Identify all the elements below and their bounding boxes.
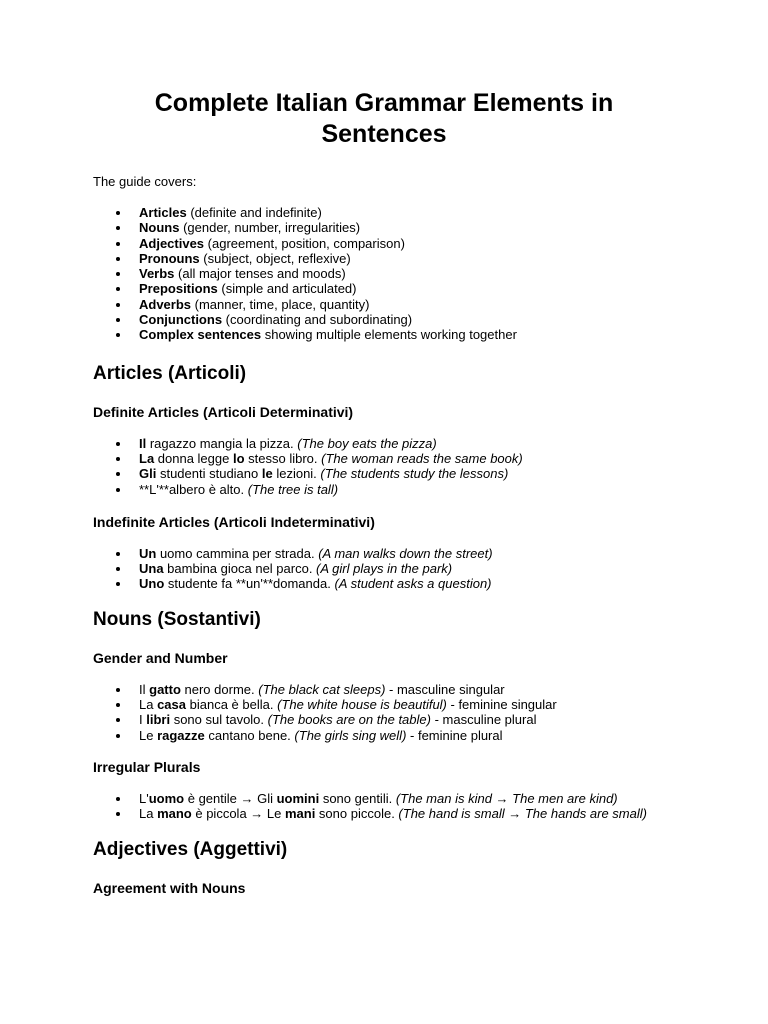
list-item: [93, 297, 675, 312]
sentence-text: sono gentili.: [319, 790, 396, 806]
sentence-text: Il: [139, 681, 150, 697]
sentence-text: è piccola → Le: [191, 806, 285, 822]
subheading-definite-articles: Definite Articles (Articoli Determinativi): [93, 403, 354, 420]
highlighted-word: casa: [157, 697, 186, 713]
list-item: [93, 312, 675, 327]
example-item: [93, 712, 675, 727]
sentence-text: La: [139, 697, 158, 713]
sentence-text: L': [139, 790, 149, 806]
grammar-note: - feminine plural: [406, 727, 503, 743]
sentence-text: cantano bene.: [204, 727, 295, 743]
indefinite-articles-list: [93, 546, 675, 592]
translation-text: (The white house is beautiful): [277, 697, 447, 713]
section-heading-adjectives: Adjectives (Aggettivi): [93, 838, 288, 860]
example-item: [93, 806, 675, 821]
topic-description: (coordinating and subordinating): [222, 312, 413, 328]
highlighted-word: gatto: [149, 681, 181, 697]
topic-term: Adjectives: [139, 235, 205, 251]
grammar-note: - masculine singular: [385, 681, 505, 697]
highlighted-word: uomini: [276, 790, 320, 806]
topic-term: Prepositions: [139, 281, 218, 297]
sentence-text: ragazzo mangia la pizza.: [146, 435, 298, 451]
translation-text: (The girls sing well): [294, 727, 407, 743]
highlighted-word: Uno: [139, 576, 165, 592]
topic-description: (subject, object, reflexive): [199, 250, 351, 266]
highlighted-word: Una: [139, 561, 164, 577]
sentence-text: sono sul tavolo.: [170, 712, 268, 728]
highlighted-word: ragazze: [157, 727, 205, 743]
example-item: [93, 576, 675, 591]
subheading-irregular-plurals: Irregular Plurals: [93, 758, 201, 775]
highlighted-word: lo: [232, 450, 245, 466]
translation-text: (A student asks a question): [334, 576, 492, 592]
intro-text: The guide covers:: [93, 174, 197, 189]
sentence-text: sono piccole.: [315, 806, 399, 822]
example-item: [93, 482, 675, 497]
sentence-text: La: [139, 806, 158, 822]
sentence-text: donna legge: [154, 450, 233, 466]
translation-text: (The boy eats the pizza): [297, 435, 437, 451]
document-title: Complete Italian Grammar Elements in Sentences: [154, 89, 614, 148]
irregular-plurals-list: [93, 791, 675, 822]
topic-description: (gender, number, irregularities): [179, 220, 361, 236]
topic-description: (simple and articulated): [217, 281, 357, 297]
sentence-text: I: [139, 712, 147, 728]
translation-text: (The woman reads the same book): [321, 450, 523, 466]
translation-text: (The students study the lessons): [320, 466, 509, 482]
translation-text: (The hand is small → The hands are small): [398, 806, 647, 822]
sentence-text: Le: [139, 727, 158, 743]
example-item: [93, 451, 675, 466]
topic-description: (manner, time, place, quantity): [191, 296, 370, 312]
example-item: [93, 728, 675, 743]
example-item: [93, 682, 675, 697]
sentence-text: studenti studiano: [156, 466, 262, 482]
example-item: [93, 697, 675, 712]
sentence-text: stesso libro.: [244, 450, 322, 466]
highlighted-word: le: [261, 466, 273, 482]
highlighted-word: uomo: [148, 790, 185, 806]
section-heading-articles: Articles (Articoli): [93, 362, 247, 384]
subheading-indefinite-articles: Indefinite Articles (Articoli Indeterminativi): [93, 513, 375, 530]
list-item: [93, 251, 675, 266]
definite-articles-list: [93, 436, 675, 497]
translation-text: (A man walks down the street): [318, 545, 493, 561]
highlighted-word: mano: [157, 806, 192, 822]
example-item: [93, 436, 675, 451]
example-item: [93, 561, 675, 576]
topic-term: Verbs: [139, 266, 175, 282]
example-item: [93, 791, 675, 806]
highlighted-word: Gli: [139, 466, 157, 482]
sentence-text: nero dorme.: [180, 681, 259, 697]
subheading-agreement-nouns: Agreement with Nouns: [93, 879, 246, 896]
translation-text: (The man is kind → The men are kind): [395, 790, 618, 806]
topic-term: Articles: [139, 205, 187, 220]
topic-term: Complex sentences: [139, 327, 262, 343]
example-item: [93, 466, 675, 481]
topic-description: (definite and indefinite): [186, 205, 322, 220]
topic-description: (agreement, position, comparison): [204, 235, 405, 251]
topic-term: Nouns: [139, 220, 180, 236]
subheading-gender-number: Gender and Number: [93, 649, 228, 666]
topic-description: (all major tenses and moods): [174, 266, 346, 282]
highlighted-word: Il: [139, 435, 147, 451]
grammar-note: - masculine plural: [430, 712, 537, 728]
translation-text: (The black cat sleeps): [258, 681, 386, 697]
sentence-text: **L'**albero è alto.: [139, 481, 248, 497]
list-item: [93, 327, 675, 342]
translation-text: (The tree is tall): [247, 481, 339, 497]
sentence-text: lezioni.: [272, 466, 321, 482]
list-item: [93, 205, 675, 220]
sentence-text: è gentile → Gli: [184, 790, 277, 806]
highlighted-word: La: [139, 450, 155, 466]
covers-list: [93, 205, 675, 343]
highlighted-word: libri: [146, 712, 171, 728]
list-item: [93, 236, 675, 251]
highlighted-word: Un: [139, 545, 157, 561]
section-heading-nouns: Nouns (Sostantivi): [93, 608, 261, 630]
sentence-text: uomo cammina per strada.: [156, 545, 319, 561]
topic-description: showing multiple elements working together: [261, 327, 517, 343]
list-item: [93, 281, 675, 296]
translation-text: (The books are on the table): [267, 712, 431, 728]
list-item: [93, 266, 675, 281]
translation-text: (A girl plays in the park): [316, 561, 453, 577]
grammar-note: - feminine singular: [446, 697, 557, 713]
sentence-text: bambina gioca nel parco.: [163, 561, 317, 577]
list-item: [93, 220, 675, 235]
topic-term: Adverbs: [139, 296, 192, 312]
example-item: [93, 546, 675, 561]
highlighted-word: mani: [284, 806, 316, 822]
sentence-text: bianca è bella.: [186, 697, 278, 713]
sentence-text: studente fa **un'**domanda.: [164, 576, 335, 592]
topic-term: Conjunctions: [139, 312, 223, 328]
gender-number-list: [93, 682, 675, 743]
topic-term: Pronouns: [139, 250, 200, 266]
